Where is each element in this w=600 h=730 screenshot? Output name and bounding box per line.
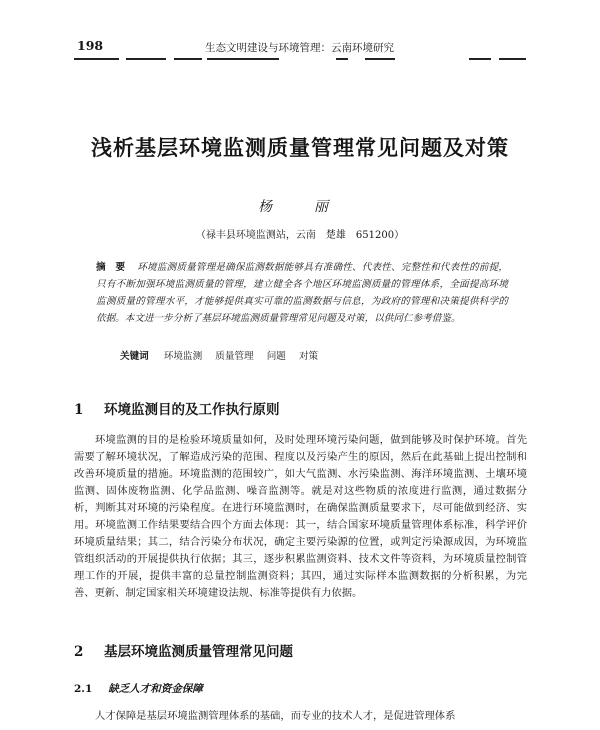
author-affiliation: （禄丰县环境监测站，云南 楚雄 651200） [195, 230, 405, 241]
subsection-number: 2.1 [74, 683, 93, 695]
abstract [96, 259, 508, 327]
section-title: 环境监测目的及工作执行原则 [104, 402, 280, 418]
keyword-item: 对策 [298, 351, 319, 362]
keyword-item: 环境监测 [163, 351, 203, 362]
section-heading [74, 398, 280, 418]
keyword-item: 质量管理 [215, 351, 254, 362]
body-paragraph: 环境监测的目的是检验环境质量如何，及时处理环境污染问题，做到能够及时保护环境。首先需要了解环境状况，了解造成污染的范围、程度以及污染产生的原因，然后在此基础上提出控制和改善环境质量的措施。环境监测的范围较广，如大气监测、水污染监测、海洋环境监测、土壤环境监测、固体废物监测、化学品监测、噪音监测等。就是对这些物质的浓度进行监测，通过数据分析，判断其对环境的污染程度。在进行环境监测时，在确保监测质量要求下，尽可能做到经济、实用。环境监测工作结果要结合四个方面去体现：其一，结合国家环境质量管理体系标准，科学评价环境质量结果；其二，结合污染分布状况，确定主要污染源的位置，或判定污染源成因，为环境监管组织活动的开展提供执行依据；其三，逐步积累监测资料、技术文件等资料，为环境质量控制管理工作的开展，提供丰富的总量控制监测资料；其四，通过实际样本监测数据的分析积累，为完善、更新、制定国家相关环境建设法规、标准等提供有力依据。 [74, 434, 527, 599]
section-number: 1 [74, 402, 84, 418]
keywords [120, 348, 328, 362]
body-paragraph: 人才保障是基层环境监测管理体系的基础，而专业的技术人才，是促进管理体系 [95, 710, 456, 722]
keyword-item: 问题 [266, 351, 286, 362]
header-rule [74, 58, 526, 60]
author-name: 杨 丽 [258, 199, 342, 215]
subsection-title: 缺乏人才和资金保障 [108, 683, 203, 695]
section-title: 基层环境监测质量管理常见问题 [104, 644, 293, 660]
abstract-text: 环境监测质量管理是确保监测数据能够具有准确性、代表性、完整性和代表性的前提，只有不断加强环境监测质量的管理，建立健全各个地区环境监测质量的管理体系，全面提高环境监测质量的管理水平，才能够提供真实可靠的监测数据与信息，为政府的管理和决策提供科学的依据。本文进一步分析了基层环境监测质量管理常见问题及对策，以供同仁参考借鉴。 [96, 262, 508, 324]
running-title: 生态文明建设与环境管理：云南环境研究 [205, 42, 394, 54]
section-number: 2 [74, 644, 84, 660]
section-heading [74, 640, 293, 660]
keywords-label: 关键词 [120, 351, 149, 362]
subsection-heading [74, 681, 203, 696]
abstract-label: 摘 要 [96, 262, 126, 273]
page-number: 198 [77, 38, 104, 53]
article-title: 浅析基层环境监测质量管理常见问题及对策 [91, 135, 509, 160]
